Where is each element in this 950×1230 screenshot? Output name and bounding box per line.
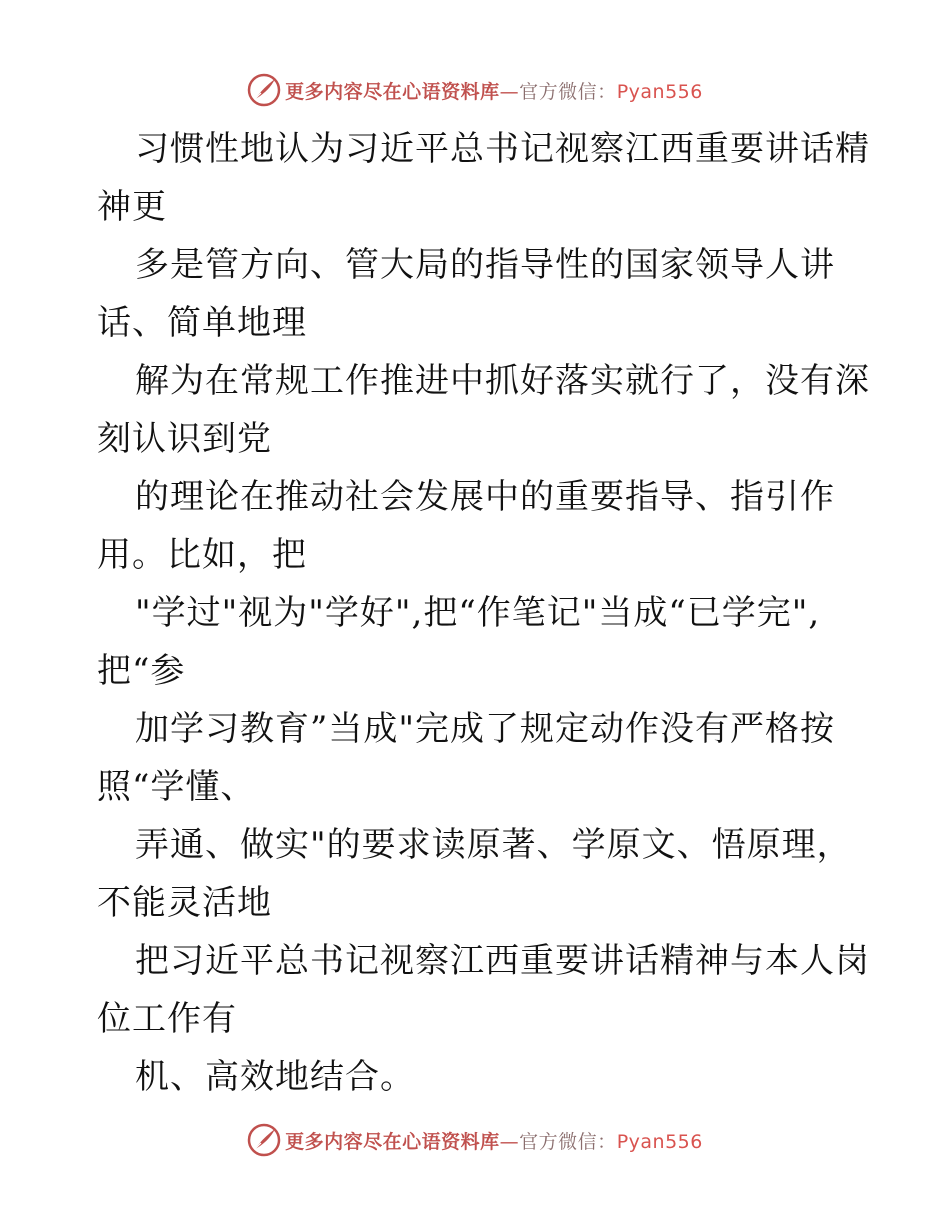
banner-title: 更多内容尽在心语资料库: [285, 1130, 500, 1153]
feather-pen-logo-icon: [247, 73, 281, 107]
body-line: 位工作有: [97, 999, 237, 1039]
body-line: 加学习教育”当成"完成了规定动作没有严格按: [135, 709, 836, 749]
body-line: 话、简单地理: [97, 303, 307, 343]
body-line: 刻认识到党: [97, 419, 272, 459]
body-line: 习惯性地认为习近平总书记视察江西重要讲话精: [135, 129, 870, 169]
banner-title: 更多内容尽在心语资料库: [285, 80, 500, 103]
banner-wechat-label: 官方微信：: [519, 80, 617, 103]
banner-wechat-id: Pyan556: [616, 1130, 703, 1153]
body-line: 用。比如，把: [97, 535, 307, 575]
body-line: 解为在常规工作推进中抓好落实就行了，没有深: [135, 361, 870, 401]
body-line: 照“学懂、: [97, 767, 256, 807]
banner-wechat-id: Pyan556: [616, 80, 703, 103]
header-banner: [0, 70, 950, 110]
body-line: "学过"视为"学好",把“作笔记"当成“已学完",: [135, 593, 821, 633]
document-body: [97, 120, 887, 1106]
body-line: 把“参: [97, 651, 186, 691]
body-line: 机、高效地结合。: [135, 1057, 415, 1097]
body-line: 弄通、做实"的要求读原著、学原文、悟原理，: [135, 825, 852, 865]
body-line: 不能灵活地: [97, 883, 272, 923]
feather-pen-logo-icon: [247, 1123, 281, 1157]
banner-separator: —: [499, 1130, 520, 1153]
body-line: 把习近平总书记视察江西重要讲话精神与本人岗: [135, 941, 870, 981]
footer-banner: [0, 1120, 950, 1160]
banner-wechat-label: 官方微信：: [519, 1130, 617, 1153]
banner-separator: —: [499, 80, 520, 103]
body-line: 神更: [97, 187, 167, 227]
body-line: 多是管方向、管大局的指导性的国家领导人讲: [135, 245, 835, 285]
body-line: 的理论在推动社会发展中的重要指导、指引作: [135, 477, 835, 517]
